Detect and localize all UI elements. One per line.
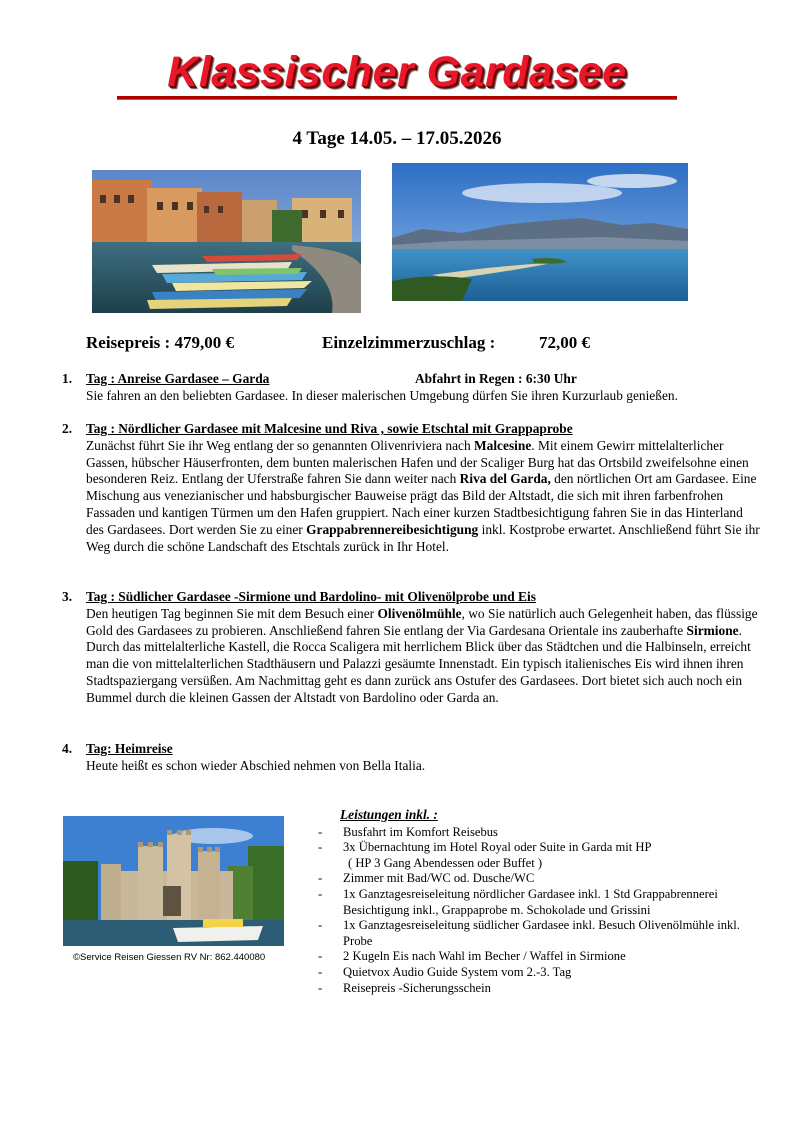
- day-heading: Tag: Heimreise: [86, 741, 173, 756]
- harbor-illustration: [92, 170, 361, 313]
- lake-illustration: [392, 163, 688, 301]
- day-heading: Tag : Anreise Gardasee – Garda: [86, 371, 270, 386]
- day-number: 4.: [62, 741, 73, 756]
- services-heading: Leistungen inkl. :: [340, 807, 438, 822]
- castle-photo: [63, 816, 284, 946]
- page-title: Klassischer Gardasee: [167, 48, 627, 96]
- day-number: 2.: [62, 421, 73, 436]
- price: Reisepreis : 479,00 €: [86, 333, 234, 352]
- departure-info: Abfahrt in Regen : 6:30 Uhr: [415, 371, 577, 386]
- services-box: [318, 807, 758, 996]
- photo-credit: ©Service Reisen Giessen RV Nr: 862.440080: [73, 952, 266, 963]
- title-underline: [117, 96, 677, 100]
- day-4: [62, 741, 762, 775]
- day-heading: Tag : Südlicher Gardasee -Sirmione und Bardolino- mit Olivenölprobe und Eis: [86, 589, 536, 604]
- day-heading: Tag : Nördlicher Gardasee mit Malcesine und Riva , sowie Etschtal mit Grappaprobe: [86, 421, 573, 436]
- harbor-photo: [92, 170, 361, 313]
- list-item: - 1x Ganztagesreiseleitung nördlicher Gardasee inkl. 1 Std Grappabrennerei Besichtigung inkl., Grappaprobe m. Schokolade und Grissini: [318, 887, 758, 918]
- day-text: Sie fahren an den beliebten Gardasee. In dieser malerischen Umgebung dürfen Sie ihren Kurzurlaub genießen.: [86, 388, 678, 403]
- list-item: - Quietvox Audio Guide System vom 2.-3. Tag: [318, 965, 758, 981]
- list-item: - Busfahrt im Komfort Reisebus: [318, 825, 758, 841]
- list-item: - 1x Ganztagesreiseleitung südlicher Gardasee inkl. Besuch Olivenölmühle inkl. Probe: [318, 918, 758, 949]
- hp-note: ( HP 3 Gang Abendessen oder Buffet ): [348, 855, 543, 870]
- list-item: - Reisepreis -Sicherungsschein: [318, 981, 758, 997]
- day-number: 3.: [62, 589, 73, 604]
- list-item: - Zimmer mit Bad/WC od. Dusche/WC: [318, 871, 758, 887]
- list-item: - 2 Kugeln Eis nach Wahl im Becher / Waffel in Sirmione: [318, 949, 758, 965]
- single-room-price: 72,00 €: [539, 333, 590, 352]
- castle-illustration: [63, 816, 284, 946]
- day-number: 1.: [62, 371, 73, 386]
- day-2: [62, 421, 762, 555]
- day-text: Den heutigen Tag beginnen Sie mit dem Besuch einer Olivenölmühle, wo Sie natürlich auch Gelegenheit haben, das flüssige Gold des Gardasees zu probieren. Anschließend fahren Sie entlang der Via Gardesana Orientale ins zauberhafte Sirmione. Durch das mittelalterliche Kastell, die Rocca Scaligera mit herrlichem Blick über das Städtchen und die Halbinseln, erreicht man die von mittelalterlichen Stadthäusern und Palazzi gesäumte Innenstadt. Ein typisch italienisches Eis wird ihnen ihren Stadtspaziergang versüßen. Am Nachmittag geht es dann zurück ans Ostufer des Gardasees. Dort bietet sich auch noch ein Bummel durch die kleinen Gassen der Altstadt von Bardolino oder Garda an.: [86, 605, 758, 705]
- trip-dates: 4 Tage 14.05. – 17.05.2026: [292, 128, 502, 149]
- list-item: - 3x Übernachtung im Hotel Royal oder Suite in Garda mit HP ( HP 3 Gang Abendessen oder Buffet ): [318, 840, 758, 871]
- day-3: [62, 589, 762, 707]
- services-list: [318, 825, 758, 997]
- day-1: [62, 371, 762, 405]
- day-text: Zunächst führt Sie ihr Weg entlang der so genannten Olivenriviera nach Malcesine. Mit einem Gewirr mittelalterlicher Gassen, hübscher Häuserfronten, dem bunten malerischen Hafen und der Scaliger Burg hat das Ortsbild zweifelsohne einen besonderen Reiz. Entlang der Uferstraße fahren Sie dann weiter nach Riva del Garda, den nörtlichen Ort am Gardasee. Eine Mischung aus venezianischer und habsburgischer Bauweise prägt das Bild der Altstadt, die sich mit ihren farbenfrohen Fassaden und kantigen Türmen um den Hafen gruppiert. Nach einer kurzen Stadtbesichtigung fahren Sie in das Hinterland des Gardasees. Dort werden Sie zu einer Grappabrennereibesichtigung inkl. Kostprobe erwartet. Anschließend führt Sie ihr Weg durch die schöne Landschaft des Etschtals zurück in Ihr Hotel.: [86, 437, 760, 554]
- day-text: Heute heißt es schon wieder Abschied nehmen von Bella Italia.: [86, 757, 426, 773]
- single-room-label: Einzelzimmerzuschlag :: [322, 333, 496, 352]
- lake-photo: [392, 163, 688, 301]
